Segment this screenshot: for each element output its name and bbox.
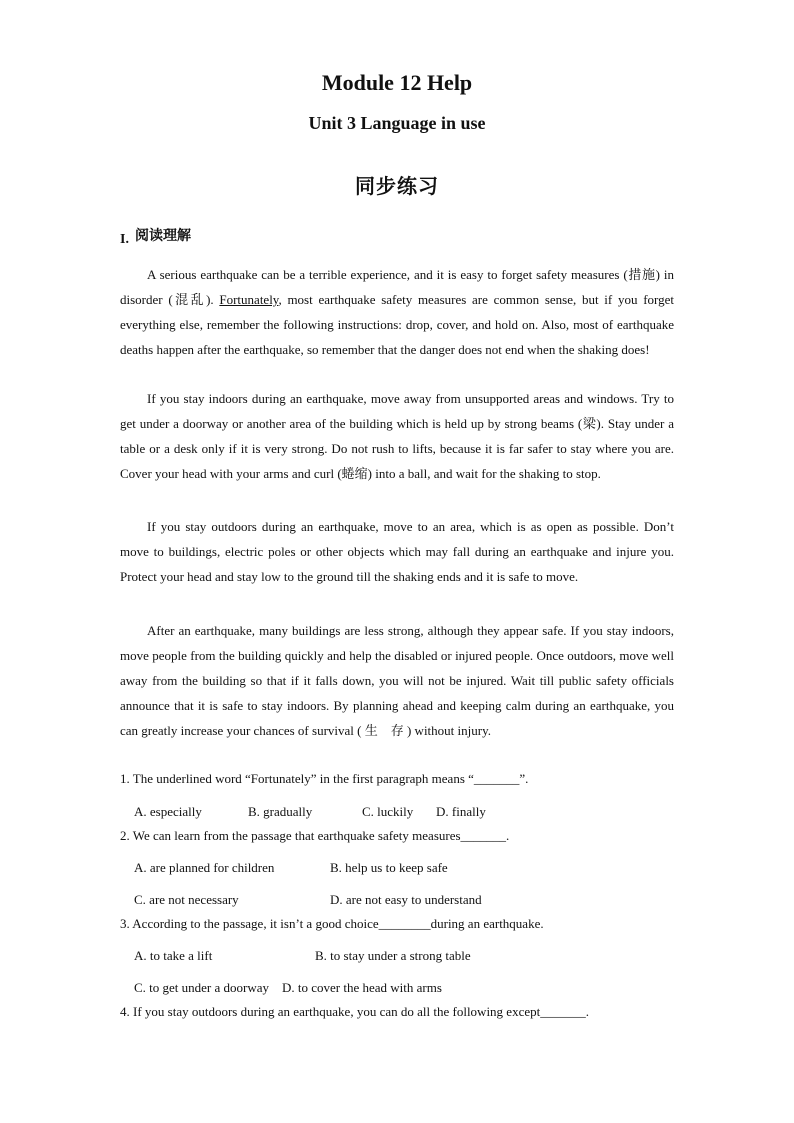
- question-3-option-a: A. to take a lift: [134, 948, 213, 963]
- passage-paragraph-4: After an earthquake, many buildings are less strong, although they appear safe. If you stay indoors, move people from the building quickly and help the disabled or injured people. Once outdoors, move well away from the building so that if it falls down, you will not be injured. Wait till public safety officials announce that it is safe to stay indoors. By planning ahead and keeping calm during an earthquake, you can greatly increase your chances of survival ( 生 存 ) without injury.: [120, 623, 674, 738]
- passage-paragraph-1: [120, 262, 674, 362]
- underlined-word: Fortunately: [219, 292, 279, 307]
- question-2-option-b: B. help us to keep safe: [330, 860, 448, 875]
- section-title: 阅读理解: [134, 229, 191, 244]
- question-1-option-d: D. finally: [436, 804, 486, 819]
- passage-paragraph-2: If you stay indoors during an earthquake, move away from unsupported areas and windows. Try to get under a doorway or another area of the building which is held up by strong beams (梁). Stay under a table or a desk only if it is very strong. Do not rush to lifts, because it is far safer to stay where you are. Cover your head with your arms and curl (蜷缩) into a ball, and wait for the shaking to stop.: [120, 391, 674, 481]
- question-2-option-a: A. are planned for children: [134, 860, 275, 875]
- question-1-stem: 1. The underlined word “Fortunately” in the first paragraph means “_______”.: [120, 771, 529, 786]
- question-2-option-d: D. are not easy to understand: [330, 892, 482, 907]
- exercise-subtitle: 同步练习: [355, 176, 439, 198]
- question-1-option-c: C. luckily: [362, 804, 414, 819]
- unit-title: Unit 3 Language in use: [308, 113, 486, 133]
- question-2-stem: 2. We can learn from the passage that earthquake safety measures_______.: [120, 828, 510, 843]
- paragraph-1-end: , most earthquake safety measures are common sense, but if you forget everything else, remember the following instructions: drop, cover, and hold on. Also, most of earthquake deaths happen after the earthquake, so remember that the danger does not end when the shaking does!: [120, 292, 674, 357]
- section-number: I.: [120, 232, 129, 247]
- paragraph-1-start: A serious earthquake can be a terrible experience, and it is easy to forget safety measures (措施) in disorder (混乱).: [120, 267, 674, 307]
- question-3-stem: 3. According to the passage, it isn’t a good choice________during an earthquake.: [120, 916, 544, 931]
- question-4-stem: 4. If you stay outdoors during an earthquake, you can do all the following except_______.: [120, 1004, 589, 1019]
- question-1-option-a: A. especially: [134, 804, 202, 819]
- passage-paragraph-3: If you stay outdoors during an earthquake, move to an area, which is as open as possible. Don’t move to buildings, electric poles or other objects which may fall during an earthquake and injure you. Protect your head and stay low to the ground till the shaking ends and it is safe to move.: [120, 519, 674, 584]
- question-2-option-c: C. are not necessary: [134, 892, 239, 907]
- question-1-option-b: B. gradually: [248, 804, 313, 819]
- section-heading: [120, 228, 191, 248]
- module-title: Module 12 Help: [321, 70, 473, 95]
- question-3-option-d: D. to cover the head with arms: [282, 980, 442, 995]
- question-3-option-c: C. to get under a doorway: [134, 980, 270, 995]
- question-3-option-b: B. to stay under a strong table: [315, 948, 471, 963]
